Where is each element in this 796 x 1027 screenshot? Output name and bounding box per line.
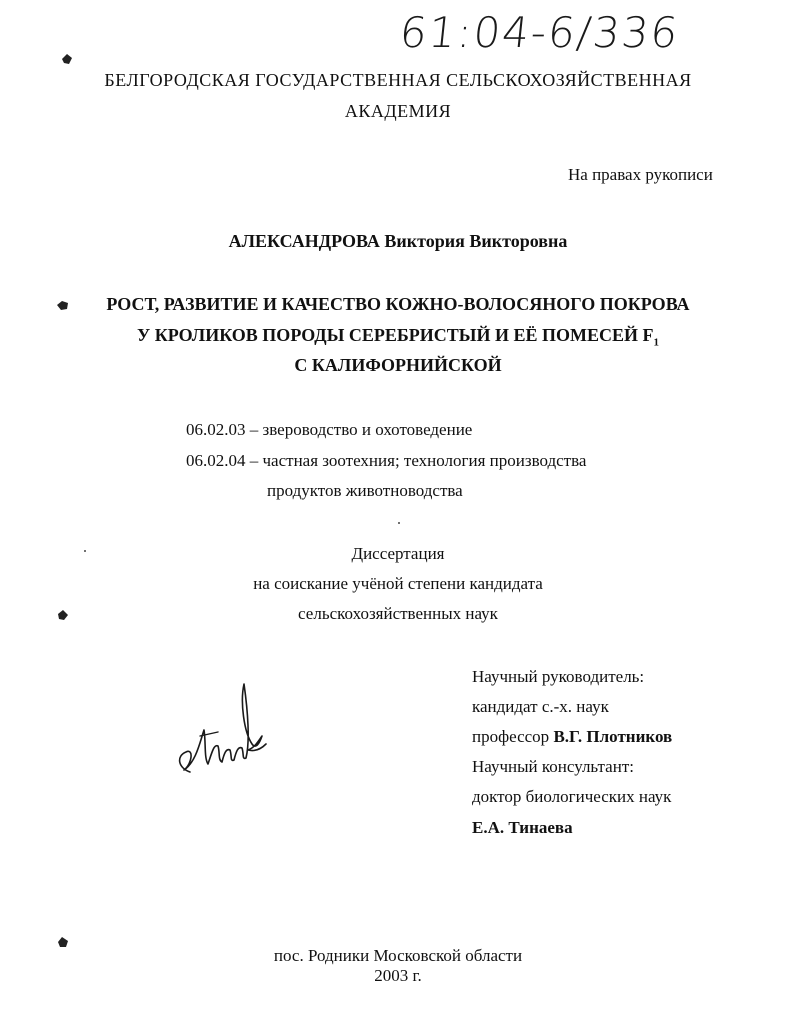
specialty-code: 06.02.03: [186, 420, 246, 439]
specialty-1: [186, 420, 472, 440]
supervisor-degree: кандидат с.-х. наук: [472, 697, 609, 716]
scan-speck: [398, 522, 400, 524]
binding-mark-icon: [60, 52, 74, 66]
publication-year: 2003 г.: [374, 966, 422, 985]
manuscript-note: На правах рукописи: [568, 165, 713, 184]
publication-place: пос. Родники Московской области: [273, 946, 523, 965]
author-name: АЛЕКСАНДРОВА Виктория Викторовна: [228, 231, 568, 251]
specialty-2-continuation: продуктов животноводства: [267, 481, 463, 500]
specialty-2: [186, 451, 586, 471]
handwritten-archive-code: 61:04-6/336: [397, 8, 682, 57]
specialty-text: – частная зоотехния; технология производства: [249, 451, 587, 470]
subscript-index: 1: [653, 336, 659, 349]
author-signature: [170, 672, 270, 787]
consultant-name: Е.А. Тинаева: [472, 818, 573, 837]
thesis-title-line-1: РОСТ, РАЗВИТИЕ И КАЧЕСТВО КОЖНО-ВОЛОСЯНОГО ПОКРОВА: [106, 294, 690, 314]
thesis-title-line-3: С КАЛИФОРНИЙСКОЙ: [294, 355, 502, 375]
supervisor-name: В.Г. Плотников: [553, 727, 673, 746]
supervisor-label: Научный руководитель:: [472, 667, 645, 686]
thesis-title-line-2: [0, 325, 796, 349]
consultant-label: Научный консультант:: [472, 757, 634, 776]
supervisor-line: [472, 727, 672, 747]
institution-line-2: АКАДЕМИЯ: [344, 101, 452, 121]
dissertation-field: сельскохозяйственных наук: [298, 604, 498, 623]
dissertation-degree: на соискание учёной степени кандидата: [253, 574, 543, 593]
dissertation-label: Диссертация: [351, 544, 445, 563]
specialty-code: 06.02.04: [186, 451, 246, 470]
supervisor-title: профессор: [472, 727, 550, 746]
specialty-text: – звероводство и охотоведение: [249, 420, 473, 439]
institution-line-1: БЕЛГОРОДСКАЯ ГОСУДАРСТВЕННАЯ СЕЛЬСКОХОЗЯЙСТВЕННАЯ: [104, 70, 692, 90]
consultant-degree: доктор биологических наук: [472, 787, 672, 806]
thesis-title-line-2-text: У КРОЛИКОВ ПОРОДЫ СЕРЕБРИСТЫЙ И ЕЁ ПОМЕСЕЙ F: [137, 325, 654, 345]
